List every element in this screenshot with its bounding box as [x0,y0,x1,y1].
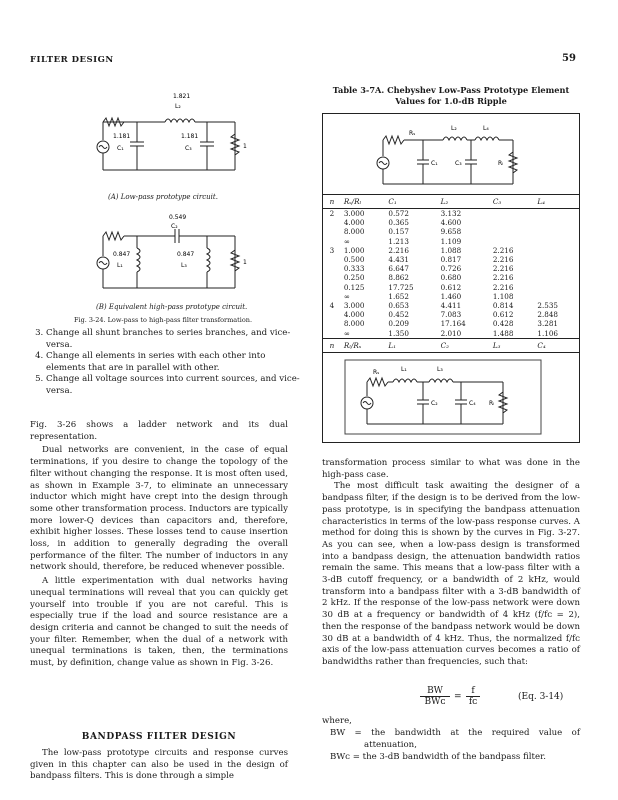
column-header: C₄ [534,338,579,352]
lowpass-l2-value: 1.821 [173,93,191,100]
table-cell: 0.452 [388,310,409,320]
lowpass-c1-value: 1.181 [113,133,131,140]
table-cell [323,283,341,292]
equation-tag: (Eq. 3-14) [518,692,564,702]
transformation-steps [30,328,304,397]
circuit-label: L₃ [437,366,443,373]
definition-bwc: BWᴄ = the 3-dB bandwidth of the bandpass filter. [330,752,546,762]
circuit-label: C₂ [431,400,438,407]
table-cell: 0.500 [343,255,365,265]
table-cell: ∞ [343,328,350,338]
table-cell: 0.680 [440,273,462,283]
table-top-circuit [363,120,543,192]
circuit-label: L₄ [483,125,489,132]
table-cell: ∞ [343,236,350,246]
highpass-c2-name: C₂ [171,223,178,230]
equation-equals: = [454,692,462,702]
table-row [323,292,579,301]
table-cell [323,292,341,301]
table-cell: 4 [329,301,335,311]
table-row [323,227,579,236]
equation-lhs-denominator: BWᴄ [420,696,450,707]
highpass-l1-name: L₁ [117,262,123,269]
table-cell [323,329,341,339]
table-cell: 4.431 [388,255,409,265]
column-header: L₂ [438,195,490,209]
equation-rhs-denominator: fᴄ [466,696,480,707]
table-cell [323,319,341,328]
table-cell: 0.572 [388,209,409,218]
highpass-l3-value: 0.847 [177,251,195,258]
table-cell [323,310,341,319]
lowpass-l2-name: L₂ [175,103,181,110]
table-cell: 2.216 [492,282,514,292]
table-row [323,319,579,328]
column-header: L₃ [490,338,535,352]
table-cell: 1.460 [440,291,462,301]
table-title [322,85,580,107]
table-cell: 2.216 [388,245,409,255]
table-cell: 2.216 [492,245,514,255]
table-cell: 2.216 [492,273,514,283]
table-cell: 2.535 [537,301,558,311]
table-cell: 0.428 [492,319,514,329]
table-cell: 0.157 [388,227,409,237]
table-cell: 0.209 [388,319,409,329]
circuit-label: Rₗ [489,400,495,407]
table-row [323,264,579,273]
table-cell: 1.109 [440,236,462,246]
lowpass-c3-name: C₃ [185,145,192,152]
lowpass-circuit-diagram [95,90,265,190]
lowpass-c3-value: 1.181 [181,133,199,140]
table-row [323,237,579,246]
table-cell: 0.817 [440,255,462,265]
where-label: where, [322,716,352,726]
equation-lhs-numerator: BW [427,686,443,696]
table-cell: 1.106 [537,328,558,338]
table-cell: 1.000 [343,245,365,255]
equation-lhs [420,686,450,707]
table-row [323,273,579,282]
table-cell: 7.083 [440,310,462,320]
column-header: n [323,338,341,352]
table-cell: 0.653 [388,301,409,311]
figure-caption: Fig. 3-24. Low-pass to high-pass filter transformation. [74,316,253,324]
highpass-load: 1 [243,259,247,266]
column-header: Rₛ/Rₗ [341,195,386,209]
table-bottom-circuit [343,358,543,436]
highpass-circuit-diagram [95,210,265,300]
table-cell [490,237,535,246]
table-footer-row [323,338,579,352]
table-cell [323,218,341,227]
table-cell: 0.726 [440,264,462,274]
table-row [323,218,579,227]
table-cell [323,273,341,282]
section-heading: BANDPASS FILTER DESIGN [81,732,237,742]
table-row [323,246,579,255]
column-header: L₁ [385,338,437,352]
table-cell: 1.088 [440,245,462,255]
table-title-line: Table 3-7A. Chebyshev Low-Pass Prototype Element [332,85,570,95]
table-cell: 17.164 [440,319,466,329]
table-cell [490,209,535,219]
paragraph: The most difficult task awaiting the designer of a bandpass filter, if the design is to be derived from the low-pass prototype, is in specifying the bandpass attenuation characteristics in terms of the low-pass response curves. A method for doing this is shown by the curves in Fig. 3-27. As you can see, when a low-pass design is transformed into a bandpass design, the attenuation bandwidth ratios remain the same. This means that a low-pass filter with a 3-dB cutoff frequency, or a bandwidth of 2 kHz, would transform into a bandpass filter with a 3-dB bandwidth of 2 kHz. If the response of the low-pass network were down 30 dB at a frequency or bandwidth of 4 kHz (f/fᴄ = 2), then the response of the bandpass network would be down 30 dB at a bandwidth of 4 kHz. Thus, the normalized f/fᴄ axis of the low-pass attenuation curves becomes a ratio of bandwidths rather than frequencies, such that: [322,481,580,667]
table-cell [534,273,579,282]
table-cell: 8.000 [343,319,365,329]
equation-3-14 [420,686,580,716]
column-header: Rₗ/Rₛ [341,338,386,352]
paragraph: Dual networks are convenient, in the case of equal terminations, if you desire to change the topology of the filter without changing the response. It is most often used, as shown in Example 3-7, to eliminate an unnecessary inductor which might have crept into the design through some other transformation process. Inductors are typically more lower-Q devices than capacitors and, therefore, exhibit higher losses. These losses tend to cause insertion loss, in addition to generally degrading the overall performance of the filter. The number of inductors in any network should, therefore, be reduced whenever possible. [30,445,288,573]
table-cell [490,218,535,227]
equation-rhs-numerator: f [471,686,475,696]
table-cell: 0.814 [492,301,514,311]
table-cell: 8.000 [343,227,365,237]
circuit-label: Rₗ [498,160,504,167]
table-row [323,310,579,319]
table-cell: 0.612 [492,310,514,320]
step-item: 3. Change all shunt branches to series branches, and vice-versa. [46,328,304,351]
paragraph: A little experimentation with dual networks having unequal terminations will reveal that you can quickly get yourself into trouble if you are not careful. This is especially true if the load and source resistance are a design criteria and cannot be changed to suit the needs of your filter. Remember, when the dual of a network with unequal terminations is taken, then, the terminations must, by definition, change value as shown in Fig. 3-26. [30,576,288,669]
section-paragraph [30,748,288,783]
step-item: 5. Change all voltage sources into current sources, and vice-versa. [46,374,304,397]
table-cell: 3.000 [343,301,365,311]
table-cell: 1.213 [388,236,409,246]
column-header: C₂ [438,338,490,352]
highpass-l3-name: L₃ [181,262,187,269]
table-cell: 4.411 [440,301,462,311]
table-cell [534,227,579,236]
table-cell: 9.658 [440,227,462,237]
table-header-row [323,195,579,209]
table-cell [534,255,579,264]
circuit-label: C₄ [469,400,476,407]
highpass-l1-value: 0.847 [113,251,131,258]
table-cell: 0.365 [388,218,409,228]
table-cell: 0.333 [343,264,365,274]
table-cell: 1.488 [492,328,514,338]
prototype-table-wrap [323,194,579,353]
table-cell: 4.000 [343,218,365,228]
table-cell: 0.250 [343,273,365,283]
table-cell: 0.612 [440,282,462,292]
table-cell: 3.000 [343,209,365,218]
column-header: L₄ [534,195,579,209]
table-cell: 2.848 [537,310,558,320]
table-cell: 8.862 [388,273,409,283]
step-item: 4. Change all elements in series with each other into elements that are in parallel with other. [46,351,304,374]
figure-b-caption: (B) Equivalent high-pass prototype circuit. [96,303,248,311]
circuit-label: Rₛ [409,130,416,137]
table-cell [490,227,535,236]
table-row [323,209,579,219]
paragraph: transformation process similar to what was done in the high-pass case. [322,458,580,480]
table-cell: 17.725 [388,282,414,292]
table-row [323,255,579,264]
table-cell: 4.600 [440,218,462,228]
table-cell: 1.652 [388,291,409,301]
table-cell [534,246,579,255]
prototype-element-table [323,194,579,353]
table-cell [534,264,579,273]
circuit-label: Rₛ [373,369,380,376]
table-cell [323,227,341,236]
table-cell [534,209,579,219]
highpass-c2-value: 0.549 [169,214,187,221]
circuit-label: L₂ [451,125,457,132]
table-cell [534,283,579,292]
table-cell: ∞ [343,291,350,301]
table-cell: 2.216 [492,255,514,265]
left-body-text [30,420,288,670]
page-number: 59 [562,53,576,64]
table-cell: 2.010 [440,328,462,338]
table-cell: 1.108 [492,291,514,301]
lowpass-c1-name: C₁ [117,145,124,152]
paragraph: Fig. 3-26 shows a ladder network and its dual representation. [30,420,288,442]
table-cell [534,237,579,246]
table-cell [323,255,341,264]
figure-a-caption: (A) Low-pass prototype circuit. [108,193,218,201]
table-cell: 2 [329,209,335,218]
circuit-label: C₁ [431,160,438,167]
table-cell: 2.216 [492,264,514,274]
table-cell: 3 [329,245,335,255]
table-cell [323,237,341,246]
table-row [323,329,579,339]
column-header: C₁ [385,195,437,209]
equation-rhs [466,686,480,707]
table-row [323,301,579,310]
table-cell: 1.350 [388,328,409,338]
table-cell [323,264,341,273]
column-header: C₃ [490,195,535,209]
circuit-label: L₁ [401,366,407,373]
lowpass-load: 1 [243,143,247,150]
table-cell: 4.000 [343,310,365,320]
table-cell: 6.647 [388,264,409,274]
running-title: FILTER DESIGN [30,55,114,65]
right-body-text [322,458,580,669]
column-header: n [323,195,341,209]
table-cell [534,218,579,227]
table-cell: 3.132 [440,209,462,218]
circuit-label: C₃ [455,160,462,167]
prototype-table-box [322,113,580,443]
table-row [323,283,579,292]
table-cell: 0.125 [343,282,365,292]
table-cell: 3.281 [537,319,558,329]
table-cell [534,292,579,301]
table-title-line: Values for 1.0-dB Ripple [395,96,507,106]
definition-bw: BW = the bandwidth at the required value of attenuation, [330,728,580,750]
paragraph: The low-pass prototype circuits and response curves given in this chapter can also be used in the design of bandpass filters. This is done through a simple [30,748,288,782]
